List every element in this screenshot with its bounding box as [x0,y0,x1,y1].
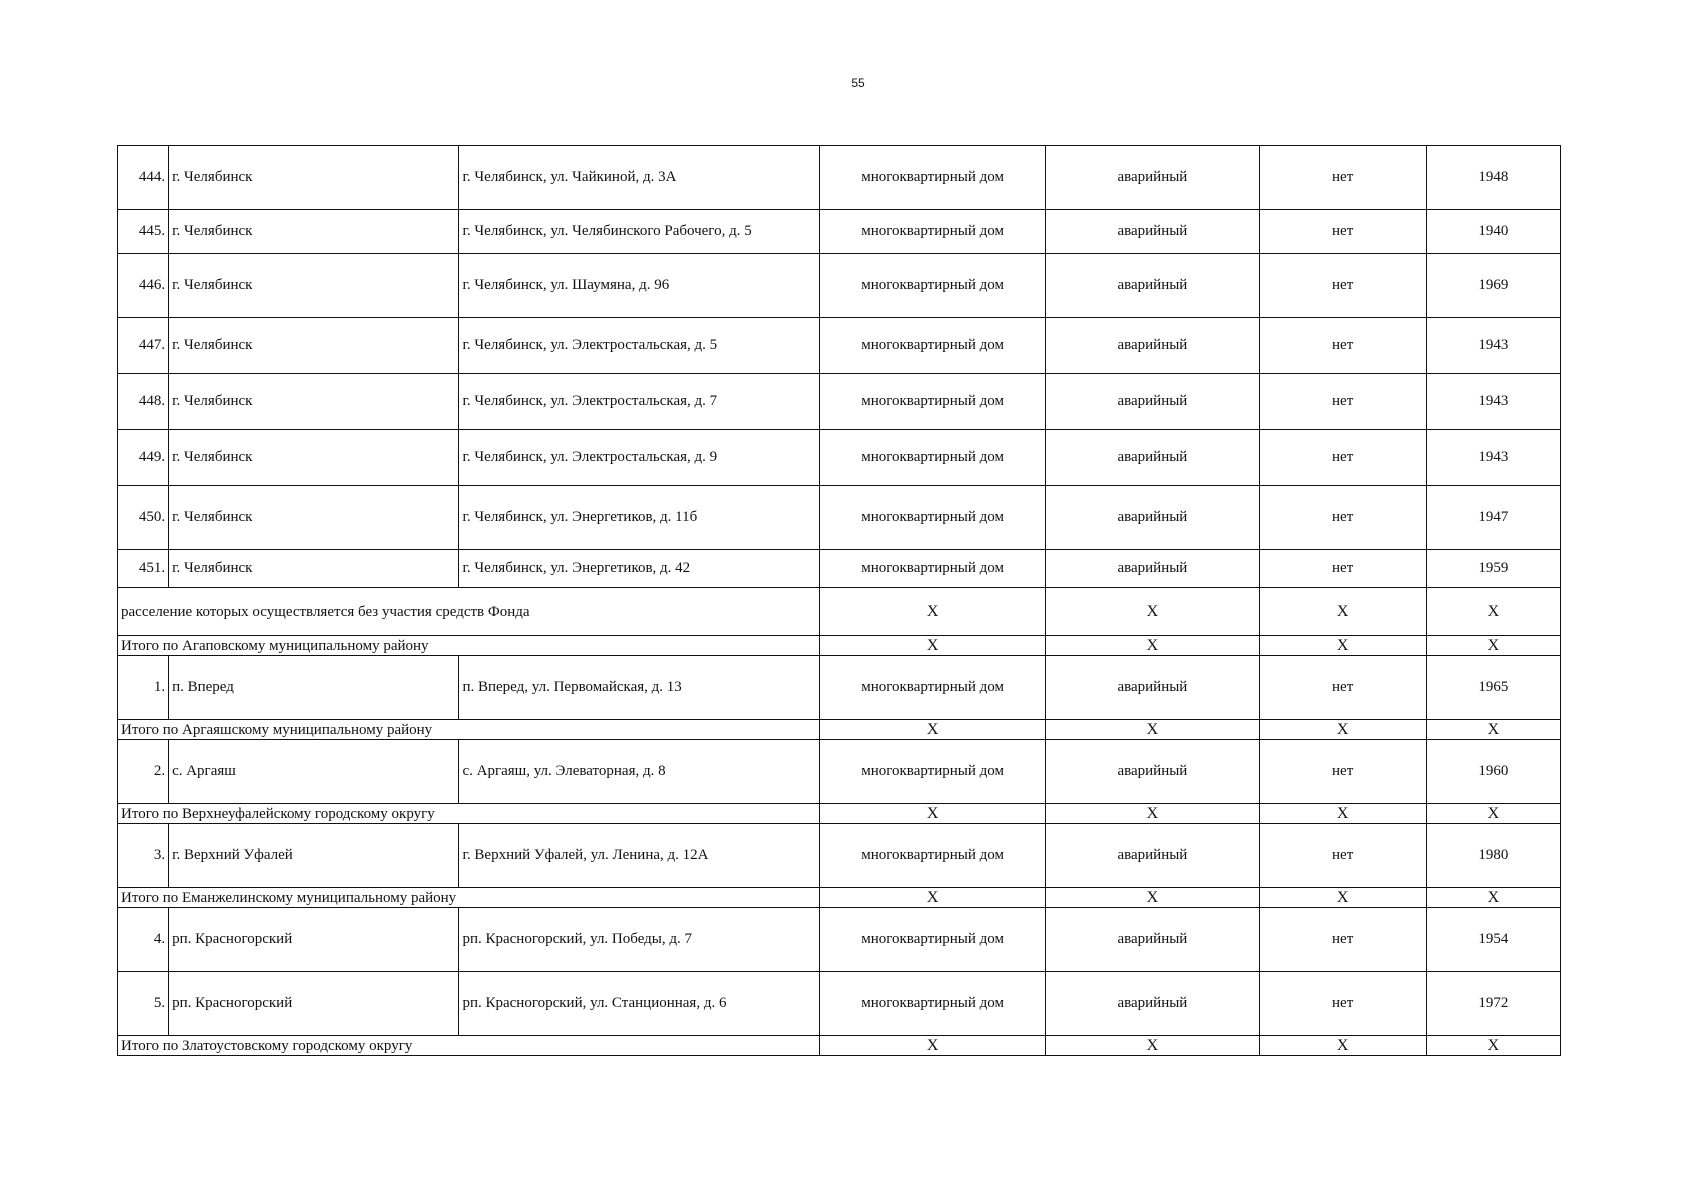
status-cell: аварийный [1046,550,1259,588]
subtotal-x-cell: X [819,804,1045,824]
address-cell: г. Челябинск, ул. Электростальская, д. 9 [459,430,819,486]
settlement-cell: п. Вперед [169,656,459,720]
status-cell: аварийный [1046,740,1259,804]
subtotal-x-cell: X [1426,888,1560,908]
settlement-cell: г. Челябинск [169,210,459,254]
row-number-cell: 448. [118,374,169,430]
status-cell: аварийный [1046,972,1259,1036]
house-type-cell: многоквартирный дом [819,740,1045,804]
status-cell: аварийный [1046,254,1259,318]
table-row [118,210,1561,254]
settlement-cell: рп. Красногорский [169,908,459,972]
subtotal-x-cell: X [1259,720,1426,740]
subtotal-x-cell: X [819,636,1045,656]
table-row [118,656,1561,720]
flag-cell: нет [1259,908,1426,972]
settlement-cell: г. Челябинск [169,318,459,374]
year-cell: 1954 [1426,908,1560,972]
settlement-cell: рп. Красногорский [169,972,459,1036]
year-cell: 1940 [1426,210,1560,254]
status-cell: аварийный [1046,908,1259,972]
subtotal-label-cell: расселение которых осуществляется без участия средств Фонда [118,588,820,636]
house-type-cell: многоквартирный дом [819,972,1045,1036]
settlement-cell: г. Челябинск [169,486,459,550]
subtotal-x-cell: X [1259,888,1426,908]
year-cell: 1972 [1426,972,1560,1036]
row-number-cell: 444. [118,146,169,210]
subtotal-x-cell: X [1426,804,1560,824]
table-row [118,486,1561,550]
subtotal-row [118,636,1561,656]
address-cell: с. Аргаяш, ул. Элеваторная, д. 8 [459,740,819,804]
table-row [118,254,1561,318]
row-number-cell: 449. [118,430,169,486]
address-cell: г. Челябинск, ул. Челябинского Рабочего, д. 5 [459,210,819,254]
flag-cell: нет [1259,430,1426,486]
house-type-cell: многоквартирный дом [819,824,1045,888]
row-number-cell: 446. [118,254,169,318]
subtotal-row [118,888,1561,908]
year-cell: 1959 [1426,550,1560,588]
subtotal-x-cell: X [1259,588,1426,636]
row-number-cell: 450. [118,486,169,550]
table-body [118,146,1561,1056]
subtotal-x-cell: X [1259,804,1426,824]
status-cell: аварийный [1046,824,1259,888]
address-cell: г. Челябинск, ул. Электростальская, д. 5 [459,318,819,374]
flag-cell: нет [1259,972,1426,1036]
year-cell: 1980 [1426,824,1560,888]
subtotal-x-cell: X [1259,1036,1426,1056]
year-cell: 1960 [1426,740,1560,804]
settlement-cell: г. Челябинск [169,254,459,318]
settlement-cell: г. Верхний Уфалей [169,824,459,888]
settlement-cell: с. Аргаяш [169,740,459,804]
subtotal-x-cell: X [1426,588,1560,636]
row-number-cell: 1. [118,656,169,720]
table-row [118,740,1561,804]
house-type-cell: многоквартирный дом [819,254,1045,318]
year-cell: 1965 [1426,656,1560,720]
table-row [118,824,1561,888]
flag-cell: нет [1259,824,1426,888]
address-cell: г. Верхний Уфалей, ул. Ленина, д. 12А [459,824,819,888]
subtotal-x-cell: X [1046,720,1259,740]
subtotal-x-cell: X [1046,888,1259,908]
flag-cell: нет [1259,210,1426,254]
year-cell: 1943 [1426,374,1560,430]
subtotal-row [118,588,1561,636]
address-cell: п. Вперед, ул. Первомайская, д. 13 [459,656,819,720]
subtotal-x-cell: X [819,588,1045,636]
row-number-cell: 3. [118,824,169,888]
flag-cell: нет [1259,656,1426,720]
subtotal-x-cell: X [1046,636,1259,656]
page-number: 55 [851,76,865,90]
subtotal-label-cell: Итого по Златоустовскому городскому округу [118,1036,820,1056]
settlement-cell: г. Челябинск [169,146,459,210]
flag-cell: нет [1259,146,1426,210]
subtotal-x-cell: X [1426,1036,1560,1056]
subtotal-x-cell: X [819,1036,1045,1056]
row-number-cell: 447. [118,318,169,374]
row-number-cell: 2. [118,740,169,804]
year-cell: 1943 [1426,430,1560,486]
house-type-cell: многоквартирный дом [819,656,1045,720]
subtotal-label-cell: Итого по Еманжелинскому муниципальному району [118,888,820,908]
flag-cell: нет [1259,318,1426,374]
row-number-cell: 451. [118,550,169,588]
settlement-cell: г. Челябинск [169,430,459,486]
subtotal-row [118,1036,1561,1056]
table-row [118,430,1561,486]
year-cell: 1943 [1426,318,1560,374]
status-cell: аварийный [1046,210,1259,254]
flag-cell: нет [1259,374,1426,430]
table-row [118,550,1561,588]
status-cell: аварийный [1046,146,1259,210]
address-cell: рп. Красногорский, ул. Победы, д. 7 [459,908,819,972]
subtotal-label-cell: Итого по Верхнеуфалейскому городскому округу [118,804,820,824]
house-type-cell: многоквартирный дом [819,430,1045,486]
row-number-cell: 5. [118,972,169,1036]
settlement-cell: г. Челябинск [169,374,459,430]
flag-cell: нет [1259,486,1426,550]
row-number-cell: 4. [118,908,169,972]
flag-cell: нет [1259,254,1426,318]
address-cell: рп. Красногорский, ул. Станционная, д. 6 [459,972,819,1036]
flag-cell: нет [1259,740,1426,804]
status-cell: аварийный [1046,430,1259,486]
house-type-cell: многоквартирный дом [819,318,1045,374]
subtotal-x-cell: X [819,720,1045,740]
subtotal-row [118,804,1561,824]
year-cell: 1948 [1426,146,1560,210]
house-type-cell: многоквартирный дом [819,486,1045,550]
row-number-cell: 445. [118,210,169,254]
subtotal-x-cell: X [1046,588,1259,636]
year-cell: 1969 [1426,254,1560,318]
status-cell: аварийный [1046,656,1259,720]
table-row [118,908,1561,972]
subtotal-label-cell: Итого по Аргаяшскому муниципальному району [118,720,820,740]
subtotal-x-cell: X [1046,1036,1259,1056]
settlement-cell: г. Челябинск [169,550,459,588]
address-cell: г. Челябинск, ул. Чайкиной, д. 3А [459,146,819,210]
table-row [118,374,1561,430]
status-cell: аварийный [1046,318,1259,374]
house-type-cell: многоквартирный дом [819,146,1045,210]
subtotal-x-cell: X [1426,720,1560,740]
flag-cell: нет [1259,550,1426,588]
house-type-cell: многоквартирный дом [819,550,1045,588]
subtotal-row [118,720,1561,740]
year-cell: 1947 [1426,486,1560,550]
address-cell: г. Челябинск, ул. Шаумяна, д. 96 [459,254,819,318]
subtotal-x-cell: X [1259,636,1426,656]
address-cell: г. Челябинск, ул. Электростальская, д. 7 [459,374,819,430]
subtotal-x-cell: X [1046,804,1259,824]
subtotal-x-cell: X [1426,636,1560,656]
table-row [118,972,1561,1036]
housing-registry-table [117,145,1561,1056]
house-type-cell: многоквартирный дом [819,374,1045,430]
table-row [118,146,1561,210]
status-cell: аварийный [1046,374,1259,430]
address-cell: г. Челябинск, ул. Энергетиков, д. 42 [459,550,819,588]
status-cell: аварийный [1046,486,1259,550]
subtotal-label-cell: Итого по Агаповскому муниципальному району [118,636,820,656]
table-row [118,318,1561,374]
house-type-cell: многоквартирный дом [819,210,1045,254]
address-cell: г. Челябинск, ул. Энергетиков, д. 11б [459,486,819,550]
subtotal-x-cell: X [819,888,1045,908]
house-type-cell: многоквартирный дом [819,908,1045,972]
